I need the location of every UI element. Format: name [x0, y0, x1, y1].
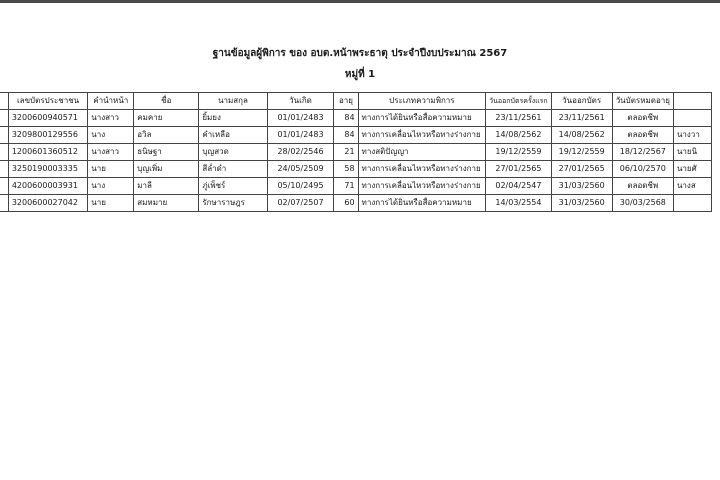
cell-last-name: ภู่เพ็ชร์ — [199, 178, 267, 195]
cell-first-name: ธนิษฐา — [134, 144, 199, 161]
cell-dob: 28/02/2546 — [267, 144, 334, 161]
cell-no — [0, 110, 8, 127]
cell-no — [0, 195, 8, 212]
cell-first-issue: 19/12/2559 — [486, 144, 551, 161]
cell-last-name: รักษาราษฎร — [199, 195, 267, 212]
cell-issue: 31/03/2560 — [551, 178, 612, 195]
cell-age: 84 — [334, 127, 358, 144]
cell-issue: 14/08/2562 — [551, 127, 612, 144]
cell-first-name: สมหมาย — [134, 195, 199, 212]
cell-first-issue: 14/08/2562 — [486, 127, 551, 144]
cell-expire: ตลอดชีพ — [612, 127, 673, 144]
cell-dob: 24/05/2509 — [267, 161, 334, 178]
table-row — [0, 127, 712, 144]
cell-id: 1200601360512 — [8, 144, 87, 161]
cell-expire: 06/10/2570 — [612, 161, 673, 178]
cell-age: 71 — [334, 178, 358, 195]
cell-prefix: นาย — [88, 195, 134, 212]
table-header-row — [0, 93, 712, 110]
cell-prefix: นาย — [88, 161, 134, 178]
col-header-prefix: คำนำหน้า — [88, 93, 134, 110]
cell-last-name: ยิ้มยง — [199, 110, 267, 127]
cell-issue: 31/03/2560 — [551, 195, 612, 212]
col-header-disability-type: ประเภทความพิการ — [358, 93, 486, 110]
table-row — [0, 144, 712, 161]
cell-first-name: บุญเพิ่ม — [134, 161, 199, 178]
cell-issue: 19/12/2559 — [551, 144, 612, 161]
cell-first-issue: 23/11/2561 — [486, 110, 551, 127]
document-title: ฐานข้อมูลผู้พิการ ของ อบต.หน้าพระธาตุ ประจำปีงบประมาณ 2567 — [212, 48, 508, 59]
cell-age: 84 — [334, 110, 358, 127]
cell-last-name: สีล่ำดำ — [199, 161, 267, 178]
document-subtitle: หมู่ที่ 1 — [344, 69, 376, 80]
cell-id: 3200600940571 — [8, 110, 87, 127]
cell-age: 58 — [334, 161, 358, 178]
cell-age: 60 — [334, 195, 358, 212]
cell-first-name: คมคาย — [134, 110, 199, 127]
col-header-id: เลขบัตรประชาชน — [8, 93, 87, 110]
cell-id: 3250190003335 — [8, 161, 87, 178]
cell-age: 21 — [334, 144, 358, 161]
cell-last-name: บุญสวด — [199, 144, 267, 161]
cell-no — [0, 144, 8, 161]
table-row — [0, 110, 712, 127]
disability-table — [0, 92, 712, 212]
cell-first-issue: 27/01/2565 — [486, 161, 551, 178]
cell-disability-type: ทางการได้ยินหรือสื่อความหมาย — [358, 195, 486, 212]
cell-issue: 27/01/2565 — [551, 161, 612, 178]
cell-expire: ตลอดชีพ — [612, 110, 673, 127]
col-header-age: อายุ — [334, 93, 358, 110]
cell-no — [0, 161, 8, 178]
cell-prefix: นางสาว — [88, 144, 134, 161]
cell-address — [673, 110, 711, 127]
cell-disability-type: ทางการเคลื่อนไหวหรือทางร่างกาย — [358, 161, 486, 178]
col-header-no — [0, 93, 8, 110]
cell-id: 4200600003931 — [8, 178, 87, 195]
cell-disability-type: ทางสติปัญญา — [358, 144, 486, 161]
col-header-last-name: นามสกุล — [199, 93, 267, 110]
cell-expire: ตลอดชีพ — [612, 178, 673, 195]
cell-prefix: นางสาว — [88, 110, 134, 127]
cell-prefix: นาง — [88, 178, 134, 195]
cell-address — [673, 195, 711, 212]
cell-address: นายนิ — [673, 144, 711, 161]
cell-disability-type: ทางการได้ยินหรือสื่อความหมาย — [358, 110, 486, 127]
cell-address: นางวา — [673, 127, 711, 144]
cell-expire: 30/03/2568 — [612, 195, 673, 212]
cell-prefix: นาง — [88, 127, 134, 144]
cell-first-issue: 02/04/2547 — [486, 178, 551, 195]
col-header-dob: วันเกิด — [267, 93, 334, 110]
cell-id: 3209800129556 — [8, 127, 87, 144]
table-row — [0, 195, 712, 212]
cell-address: นางส — [673, 178, 711, 195]
cell-last-name: คำเหลือ — [199, 127, 267, 144]
cell-dob: 01/01/2483 — [267, 110, 334, 127]
col-header-issue: วันออกบัตร — [551, 93, 612, 110]
cell-expire: 18/12/2567 — [612, 144, 673, 161]
cell-first-name: มาลี — [134, 178, 199, 195]
table-row — [0, 161, 712, 178]
table-row — [0, 178, 712, 195]
col-header-expire: วันบัตรหมดอายุ — [612, 93, 673, 110]
cell-address: นายศั — [673, 161, 711, 178]
cell-dob: 01/01/2483 — [267, 127, 334, 144]
cell-no — [0, 127, 8, 144]
cell-disability-type: ทางการเคลื่อนไหวหรือทางร่างกาย — [358, 178, 486, 195]
cell-first-issue: 14/03/2554 — [486, 195, 551, 212]
col-header-first-name: ชื่อ — [134, 93, 199, 110]
col-header-first-issue: วันออกบัตรครั้งแรก — [486, 93, 551, 110]
cell-first-name: อวิล — [134, 127, 199, 144]
cell-id: 3200600027042 — [8, 195, 87, 212]
col-header-address — [673, 93, 711, 110]
cell-dob: 05/10/2495 — [267, 178, 334, 195]
cell-issue: 23/11/2561 — [551, 110, 612, 127]
cell-dob: 02/07/2507 — [267, 195, 334, 212]
cell-no — [0, 178, 8, 195]
top-border — [0, 0, 720, 3]
cell-disability-type: ทางการเคลื่อนไหวหรือทางร่างกาย — [358, 127, 486, 144]
